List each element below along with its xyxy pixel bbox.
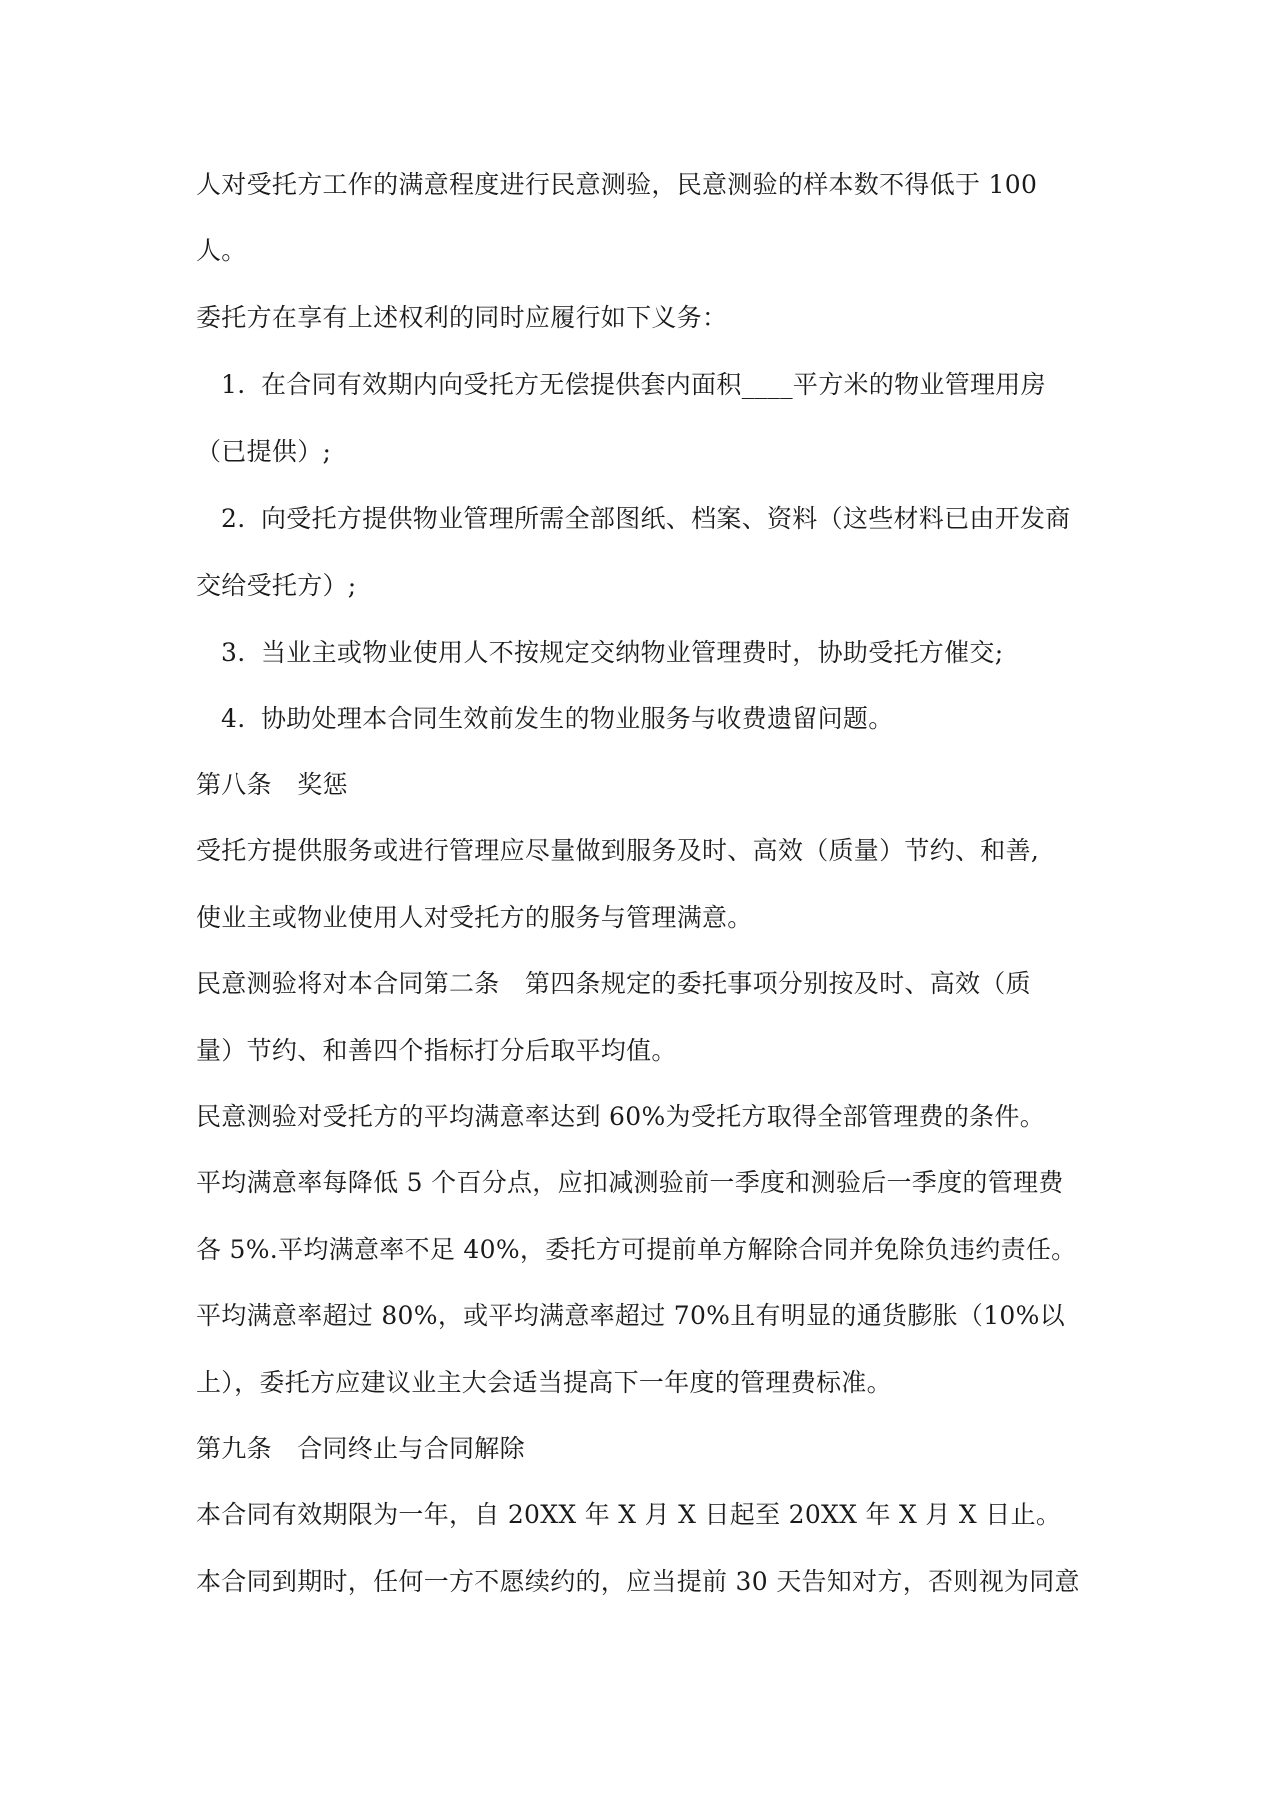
list-item-number: 4. bbox=[221, 704, 246, 733]
list-item-number: 2. bbox=[221, 504, 246, 533]
paragraph-line: 民意测验对受托方的平均满意率达到 60%为受托方取得全部管理费的条件。 bbox=[196, 1102, 1046, 1131]
paragraph-line: 各 5%.平均满意率不足 40%，委托方可提前单方解除合同并免除负违约责任。 bbox=[196, 1235, 1077, 1264]
list-item-text: 协助处理本合同生效前发生的物业服务与收费遗留问题。 bbox=[261, 704, 894, 733]
list-item-text: 在合同有效期内向受托方无偿提供套内面积____平方米的物业管理用房 bbox=[261, 370, 1046, 399]
section-heading: 第八条 奖惩 bbox=[196, 770, 348, 799]
section-heading: 第九条 合同终止与合同解除 bbox=[196, 1434, 525, 1463]
list-item-number: 3. bbox=[221, 638, 246, 667]
paragraph-line: 民意测验将对本合同第二条 第四条规定的委托事项分别按及时、高效（质 bbox=[196, 969, 1031, 998]
paragraph-line: 量）节约、和善四个指标打分后取平均值。 bbox=[196, 1036, 677, 1065]
list-item bbox=[196, 502, 1096, 535]
paragraph-line: 受托方提供服务或进行管理应尽量做到服务及时、高效（质量）节约、和善, bbox=[196, 836, 1040, 865]
paragraph-line: 平均满意率超过 80%，或平均满意率超过 70%且有明显的通货膨胀（10%以 bbox=[196, 1301, 1065, 1330]
paragraph-line: 上），委托方应建议业主大会适当提高下一年度的管理费标准。 bbox=[196, 1368, 892, 1397]
list-item-text: 向受托方提供物业管理所需全部图纸、档案、资料（这些材料已由开发商 bbox=[261, 504, 1071, 533]
paragraph-line: 人。 bbox=[196, 236, 247, 265]
paragraph-line: 本合同到期时，任何一方不愿续约的，应当提前 30 天告知对方，否则视为同意 bbox=[196, 1567, 1080, 1596]
paragraph-line: 交给受托方）; bbox=[196, 571, 357, 600]
list-item-text: 当业主或物业使用人不按规定交纳物业管理费时，协助受托方催交; bbox=[261, 638, 1004, 667]
list-item bbox=[196, 368, 1096, 401]
list-item bbox=[196, 702, 1096, 735]
paragraph-line: 人对受托方工作的满意程度进行民意测验，民意测验的样本数不得低于 100 bbox=[196, 170, 1038, 199]
paragraph-line: 平均满意率每降低 5 个百分点，应扣减测验前一季度和测验后一季度的管理费 bbox=[196, 1168, 1064, 1197]
paragraph-line: 使业主或物业使用人对受托方的服务与管理满意。 bbox=[196, 903, 753, 932]
paragraph-line: 委托方在享有上述权利的同时应履行如下义务： bbox=[196, 303, 728, 332]
list-item-number: 1. bbox=[221, 370, 246, 399]
list-item bbox=[196, 636, 1096, 669]
document-body bbox=[196, 168, 1096, 1598]
paragraph-line: 本合同有效期限为一年，自 20XX 年 X 月 X 日起至 20XX 年 X 月 X 日止。 bbox=[196, 1500, 1062, 1529]
paragraph-line: （已提供）; bbox=[196, 437, 332, 466]
